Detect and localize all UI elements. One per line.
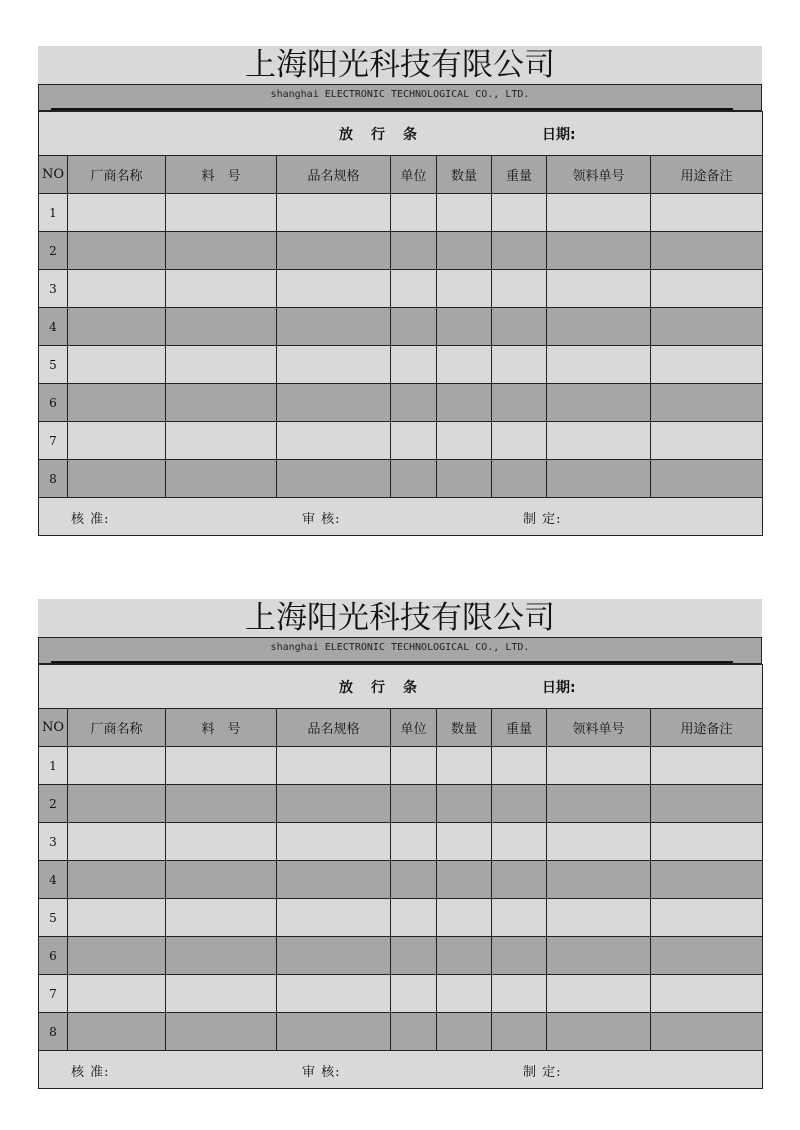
company-subtitle-bar bbox=[38, 84, 762, 111]
vendor-cell[interactable] bbox=[68, 785, 166, 823]
column-header-spec: 品名规格 bbox=[277, 709, 391, 747]
quantity-cell[interactable] bbox=[437, 899, 492, 937]
weight-cell[interactable] bbox=[492, 346, 547, 384]
column-header-row bbox=[39, 156, 763, 194]
quantity-cell[interactable] bbox=[437, 823, 492, 861]
row-number: 3 bbox=[39, 270, 68, 308]
remarks-cell[interactable] bbox=[651, 1013, 763, 1051]
table-row bbox=[39, 823, 763, 861]
part-number-cell[interactable] bbox=[166, 975, 277, 1013]
spec-cell[interactable] bbox=[277, 899, 391, 937]
quantity-cell[interactable] bbox=[437, 460, 492, 498]
row-number: 7 bbox=[39, 975, 68, 1013]
column-header-row bbox=[39, 709, 763, 747]
row-number: 6 bbox=[39, 384, 68, 422]
vendor-cell[interactable] bbox=[68, 232, 166, 270]
spec-cell[interactable] bbox=[277, 1013, 391, 1051]
vendor-cell[interactable] bbox=[68, 899, 166, 937]
quantity-cell[interactable] bbox=[437, 747, 492, 785]
table-row bbox=[39, 232, 763, 270]
weight-cell[interactable] bbox=[492, 899, 547, 937]
spec-cell[interactable] bbox=[277, 422, 391, 460]
weight-cell[interactable] bbox=[492, 937, 547, 975]
document-header-row bbox=[39, 665, 763, 709]
company-name-cn: 上海阳光科技有限公司 bbox=[38, 46, 762, 84]
quantity-cell[interactable] bbox=[437, 308, 492, 346]
requisition-no-cell[interactable] bbox=[547, 232, 651, 270]
part-number-cell[interactable] bbox=[166, 747, 277, 785]
table-row bbox=[39, 194, 763, 232]
document-title: 放行条 bbox=[339, 680, 435, 696]
unit-cell[interactable] bbox=[391, 232, 437, 270]
part-number-cell[interactable] bbox=[166, 937, 277, 975]
weight-cell[interactable] bbox=[492, 747, 547, 785]
column-header-vendor: 厂商名称 bbox=[68, 156, 166, 194]
unit-cell[interactable] bbox=[391, 823, 437, 861]
vendor-cell[interactable] bbox=[68, 937, 166, 975]
row-number: 2 bbox=[39, 785, 68, 823]
column-header-no: NO bbox=[39, 709, 68, 747]
weight-cell[interactable] bbox=[492, 975, 547, 1013]
vendor-cell[interactable] bbox=[68, 422, 166, 460]
remarks-cell[interactable] bbox=[651, 861, 763, 899]
quantity-cell[interactable] bbox=[437, 346, 492, 384]
unit-cell[interactable] bbox=[391, 346, 437, 384]
spec-cell[interactable] bbox=[277, 975, 391, 1013]
remarks-cell[interactable] bbox=[651, 975, 763, 1013]
remarks-cell[interactable] bbox=[651, 747, 763, 785]
column-header-part-number: 料 号 bbox=[166, 709, 277, 747]
remarks-cell[interactable] bbox=[651, 384, 763, 422]
requisition-no-cell[interactable] bbox=[547, 937, 651, 975]
unit-cell[interactable] bbox=[391, 460, 437, 498]
spec-cell[interactable] bbox=[277, 346, 391, 384]
column-header-no: NO bbox=[39, 156, 68, 194]
quantity-cell[interactable] bbox=[437, 232, 492, 270]
quantity-cell[interactable] bbox=[437, 975, 492, 1013]
unit-cell[interactable] bbox=[391, 861, 437, 899]
requisition-no-cell[interactable] bbox=[547, 747, 651, 785]
row-number: 8 bbox=[39, 1013, 68, 1051]
vendor-cell[interactable] bbox=[68, 460, 166, 498]
row-number: 1 bbox=[39, 194, 68, 232]
date-label: 日期: bbox=[542, 680, 576, 696]
release-slip-table bbox=[38, 111, 763, 536]
remarks-cell[interactable] bbox=[651, 422, 763, 460]
approve-label: 核 准: bbox=[71, 512, 110, 527]
requisition-no-cell[interactable] bbox=[547, 975, 651, 1013]
weight-cell[interactable] bbox=[492, 384, 547, 422]
document-header-row bbox=[39, 112, 763, 156]
quantity-cell[interactable] bbox=[437, 937, 492, 975]
requisition-no-cell[interactable] bbox=[547, 1013, 651, 1051]
divider-rule bbox=[51, 108, 733, 110]
part-number-cell[interactable] bbox=[166, 422, 277, 460]
vendor-cell[interactable] bbox=[68, 975, 166, 1013]
remarks-cell[interactable] bbox=[651, 270, 763, 308]
weight-cell[interactable] bbox=[492, 1013, 547, 1051]
table-row bbox=[39, 899, 763, 937]
weight-cell[interactable] bbox=[492, 308, 547, 346]
remarks-cell[interactable] bbox=[651, 899, 763, 937]
vendor-cell[interactable] bbox=[68, 270, 166, 308]
weight-cell[interactable] bbox=[492, 460, 547, 498]
unit-cell[interactable] bbox=[391, 384, 437, 422]
spec-cell[interactable] bbox=[277, 785, 391, 823]
row-number: 4 bbox=[39, 308, 68, 346]
unit-cell[interactable] bbox=[391, 308, 437, 346]
spec-cell[interactable] bbox=[277, 861, 391, 899]
remarks-cell[interactable] bbox=[651, 232, 763, 270]
part-number-cell[interactable] bbox=[166, 194, 277, 232]
row-number: 3 bbox=[39, 823, 68, 861]
remarks-cell[interactable] bbox=[651, 823, 763, 861]
table-row bbox=[39, 460, 763, 498]
requisition-no-cell[interactable] bbox=[547, 823, 651, 861]
column-header-quantity: 数量 bbox=[437, 156, 492, 194]
spec-cell[interactable] bbox=[277, 194, 391, 232]
unit-cell[interactable] bbox=[391, 747, 437, 785]
vendor-cell[interactable] bbox=[68, 346, 166, 384]
part-number-cell[interactable] bbox=[166, 460, 277, 498]
row-number: 2 bbox=[39, 232, 68, 270]
spec-cell[interactable] bbox=[277, 232, 391, 270]
requisition-no-cell[interactable] bbox=[547, 785, 651, 823]
signature-row bbox=[39, 498, 763, 536]
requisition-no-cell[interactable] bbox=[547, 460, 651, 498]
vendor-cell[interactable] bbox=[68, 384, 166, 422]
unit-cell[interactable] bbox=[391, 899, 437, 937]
vendor-cell[interactable] bbox=[68, 1013, 166, 1051]
row-number: 8 bbox=[39, 460, 68, 498]
requisition-no-cell[interactable] bbox=[547, 270, 651, 308]
requisition-no-cell[interactable] bbox=[547, 899, 651, 937]
part-number-cell[interactable] bbox=[166, 823, 277, 861]
table-row bbox=[39, 861, 763, 899]
review-label: 审 核: bbox=[302, 512, 341, 527]
unit-cell[interactable] bbox=[391, 194, 437, 232]
vendor-cell[interactable] bbox=[68, 308, 166, 346]
quantity-cell[interactable] bbox=[437, 194, 492, 232]
column-header-spec: 品名规格 bbox=[277, 156, 391, 194]
remarks-cell[interactable] bbox=[651, 346, 763, 384]
spec-cell[interactable] bbox=[277, 270, 391, 308]
requisition-no-cell[interactable] bbox=[547, 861, 651, 899]
release-slip-form-bottom bbox=[38, 599, 762, 1089]
part-number-cell[interactable] bbox=[166, 1013, 277, 1051]
spec-cell[interactable] bbox=[277, 747, 391, 785]
part-number-cell[interactable] bbox=[166, 308, 277, 346]
spec-cell[interactable] bbox=[277, 937, 391, 975]
column-header-remarks: 用途备注 bbox=[651, 709, 763, 747]
weight-cell[interactable] bbox=[492, 422, 547, 460]
row-number: 5 bbox=[39, 346, 68, 384]
weight-cell[interactable] bbox=[492, 823, 547, 861]
weight-cell[interactable] bbox=[492, 194, 547, 232]
unit-cell[interactable] bbox=[391, 785, 437, 823]
remarks-cell[interactable] bbox=[651, 937, 763, 975]
row-number: 7 bbox=[39, 422, 68, 460]
company-subtitle-bar bbox=[38, 637, 762, 664]
date-label: 日期: bbox=[542, 127, 576, 143]
column-header-vendor: 厂商名称 bbox=[68, 709, 166, 747]
part-number-cell[interactable] bbox=[166, 270, 277, 308]
remarks-cell[interactable] bbox=[651, 785, 763, 823]
table-row bbox=[39, 308, 763, 346]
quantity-cell[interactable] bbox=[437, 785, 492, 823]
unit-cell[interactable] bbox=[391, 937, 437, 975]
divider-rule bbox=[51, 661, 733, 663]
part-number-cell[interactable] bbox=[166, 232, 277, 270]
column-header-unit: 单位 bbox=[391, 709, 437, 747]
company-name-en: shanghai ELECTRONIC TECHNOLOGICAL CO., LTD. bbox=[270, 642, 530, 653]
unit-cell[interactable] bbox=[391, 270, 437, 308]
requisition-no-cell[interactable] bbox=[547, 384, 651, 422]
table-row bbox=[39, 937, 763, 975]
release-slip-form-top bbox=[38, 46, 762, 536]
column-header-remarks: 用途备注 bbox=[651, 156, 763, 194]
remarks-cell[interactable] bbox=[651, 194, 763, 232]
vendor-cell[interactable] bbox=[68, 823, 166, 861]
row-number: 6 bbox=[39, 937, 68, 975]
spec-cell[interactable] bbox=[277, 308, 391, 346]
unit-cell[interactable] bbox=[391, 422, 437, 460]
quantity-cell[interactable] bbox=[437, 422, 492, 460]
spec-cell[interactable] bbox=[277, 460, 391, 498]
column-header-unit: 单位 bbox=[391, 156, 437, 194]
table-row bbox=[39, 975, 763, 1013]
quantity-cell[interactable] bbox=[437, 1013, 492, 1051]
requisition-no-cell[interactable] bbox=[547, 346, 651, 384]
column-header-requisition-no: 领料单号 bbox=[547, 709, 651, 747]
prepare-label: 制 定: bbox=[523, 1065, 562, 1080]
unit-cell[interactable] bbox=[391, 975, 437, 1013]
requisition-no-cell[interactable] bbox=[547, 194, 651, 232]
column-header-weight: 重量 bbox=[492, 709, 547, 747]
company-name-en: shanghai ELECTRONIC TECHNOLOGICAL CO., LTD. bbox=[270, 89, 530, 100]
quantity-cell[interactable] bbox=[437, 861, 492, 899]
spec-cell[interactable] bbox=[277, 384, 391, 422]
weight-cell[interactable] bbox=[492, 785, 547, 823]
remarks-cell[interactable] bbox=[651, 308, 763, 346]
table-row bbox=[39, 1013, 763, 1051]
row-number: 5 bbox=[39, 899, 68, 937]
column-header-requisition-no: 领料单号 bbox=[547, 156, 651, 194]
quantity-cell[interactable] bbox=[437, 384, 492, 422]
table-row bbox=[39, 346, 763, 384]
part-number-cell[interactable] bbox=[166, 861, 277, 899]
weight-cell[interactable] bbox=[492, 232, 547, 270]
quantity-cell[interactable] bbox=[437, 270, 492, 308]
column-header-part-number: 料 号 bbox=[166, 156, 277, 194]
requisition-no-cell[interactable] bbox=[547, 422, 651, 460]
part-number-cell[interactable] bbox=[166, 785, 277, 823]
remarks-cell[interactable] bbox=[651, 460, 763, 498]
unit-cell[interactable] bbox=[391, 1013, 437, 1051]
table-row bbox=[39, 785, 763, 823]
spec-cell[interactable] bbox=[277, 823, 391, 861]
company-name-cn: 上海阳光科技有限公司 bbox=[38, 599, 762, 637]
column-header-weight: 重量 bbox=[492, 156, 547, 194]
table-row bbox=[39, 384, 763, 422]
prepare-label: 制 定: bbox=[523, 512, 562, 527]
row-number: 4 bbox=[39, 861, 68, 899]
weight-cell[interactable] bbox=[492, 861, 547, 899]
vendor-cell[interactable] bbox=[68, 861, 166, 899]
row-number: 1 bbox=[39, 747, 68, 785]
table-row bbox=[39, 422, 763, 460]
signature-row bbox=[39, 1051, 763, 1089]
requisition-no-cell[interactable] bbox=[547, 308, 651, 346]
part-number-cell[interactable] bbox=[166, 346, 277, 384]
part-number-cell[interactable] bbox=[166, 384, 277, 422]
vendor-cell[interactable] bbox=[68, 747, 166, 785]
table-row bbox=[39, 747, 763, 785]
release-slip-table bbox=[38, 664, 763, 1089]
approve-label: 核 准: bbox=[71, 1065, 110, 1080]
review-label: 审 核: bbox=[302, 1065, 341, 1080]
part-number-cell[interactable] bbox=[166, 899, 277, 937]
vendor-cell[interactable] bbox=[68, 194, 166, 232]
column-header-quantity: 数量 bbox=[437, 709, 492, 747]
document-title: 放行条 bbox=[339, 127, 435, 143]
table-row bbox=[39, 270, 763, 308]
weight-cell[interactable] bbox=[492, 270, 547, 308]
